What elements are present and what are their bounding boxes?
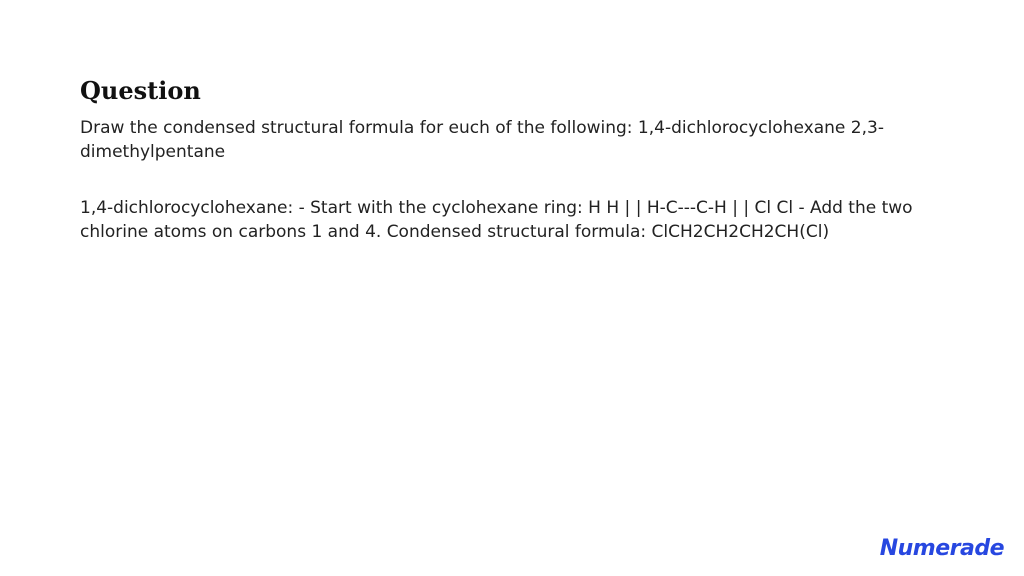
answer-text: 1,4-dichlorocyclohexane: - Start with the cyclohexane ring: H H | | H-C---C-H | | Cl Cl - Add the two chlorine atoms on carbons 1 and 4. Condensed structural formula: ClCH2CH2CH2CH(Cl)	[80, 198, 913, 242]
question-heading: Question	[80, 76, 201, 105]
numerade-logo: Numerade	[879, 536, 1004, 561]
question-text: Draw the condensed structural formula for euch of the following: 1,4-dichlorocyclohexane 2,3-dimethylpentane	[80, 118, 884, 162]
